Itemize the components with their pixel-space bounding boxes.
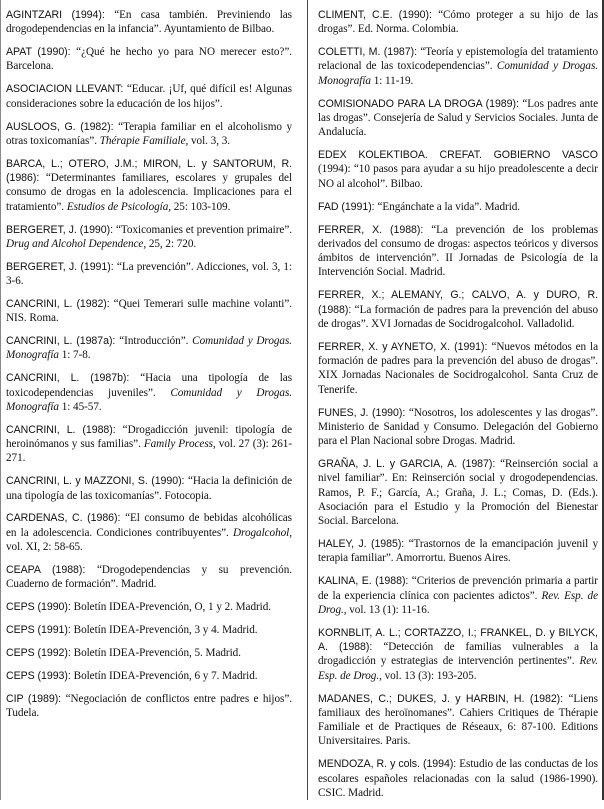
reference-text: “Toxicomanies et prevention primaire”.: [116, 223, 292, 236]
reference-entry: [318, 200, 598, 214]
reference-detail: vol. 13 (1): 11-16.: [346, 603, 430, 616]
reference-source: Comunidad y Drogas. Monografía: [6, 386, 292, 413]
reference-text: (1994): “10 pasos para ayudar a su hijo preadolescente a decir NO al alcohol”. Bilbao.: [318, 163, 598, 190]
reference-author: FERRER, X. y AYNETO, X. (1991):: [318, 340, 492, 353]
reference-text: “Educar. ¡Uf, qué difícil es! Algunas consideraciones sobre la educación de los hijos”.: [6, 83, 292, 110]
reference-text: “Hacia la definición de una tipología de las toxicomanías”. Fotocopia.: [6, 475, 292, 502]
reference-text: “Quei Temerari sulle machine volanti”. NIS. Roma.: [6, 297, 292, 325]
reference-source: Estudios de Psicología,: [66, 200, 172, 213]
reference-text: Boletín IDEA-Prevención, 5. Madrid.: [73, 646, 241, 659]
reference-detail: 1: 11-19.: [370, 74, 414, 87]
reference-text: “Criterios de prevención primaria a partir de la experiencia clínica con pacientes adictos”.: [318, 575, 598, 602]
reference-entry: [6, 646, 292, 660]
reference-entry: [318, 8, 598, 37]
reference-author: COLETTI, M. (1987):: [318, 46, 421, 59]
reference-text: “Teoría y epistemología del tratamiento relacional de las toxicodependencias”.: [318, 46, 598, 73]
reference-author: CARDENAS, C. (1986):: [6, 512, 126, 525]
reference-entry: [318, 457, 598, 528]
right-column: [318, 8, 598, 809]
reference-text: “Nosotros, los adolescentes y las drogas”. Ministerio de Sanidad y Consumo. Delegación del Gobierno para el Plan Nacional sobre Drogas. Madrid.: [318, 406, 599, 448]
reference-text: “La formación de padres para la prevención del abuso de drogas”. XVI Jornadas de Socidrogalcohol. Valladolid.: [318, 303, 598, 330]
reference-entry: [6, 692, 292, 721]
reference-text: “Determinantes familiares, escolares y grupales del consumo de drogas en la adolescencia. Implicaciones para el tratamiento”.: [6, 172, 292, 213]
reference-author: CEAPA (1988):: [6, 563, 97, 576]
reference-author: FERRER, X.; ALEMANY, G.; CALVO, A. y DURO, R. (1988):: [318, 289, 598, 316]
reference-entry: [6, 669, 292, 683]
reference-text: “Liens familiaux des heroïnomanes”. Cahiers Critiques de Thérapie Familiale et de Practiques de Réseaux, 6: 87-100. Editions Universitaires. Paris.: [318, 692, 598, 748]
reference-entry: [318, 97, 598, 140]
reference-source: Rev. Esp. de Drog.,: [318, 589, 598, 616]
reference-text: “Hacia una tipología de las toxicodependencias juveniles”.: [6, 372, 292, 399]
reference-entry: [318, 537, 598, 566]
reference-entry: [6, 82, 292, 111]
reference-source: Drug and Alcohol Dependence,: [6, 237, 147, 250]
reference-text: “La prevención”. Adicciones, vol. 3, 1: 3-6.: [6, 260, 293, 288]
reference-text: “¿Qué he hecho yo para NO merecer esto?”. Barcelona.: [6, 46, 292, 73]
reference-entry: [318, 574, 598, 617]
reference-detail: 25: 103-109.: [171, 200, 231, 213]
reference-entry: [6, 157, 292, 214]
reference-author: BARCA, L.; OTERO, J.M.; MIRON, L. y SANTORUM, R. (1986):: [6, 157, 292, 185]
reference-text: “Introducción”.: [119, 335, 193, 348]
reference-source: Comunidad y Drogas. Monografía: [318, 60, 598, 87]
reference-detail: vol. 13 (3): 193-205.: [381, 669, 477, 682]
reference-text: “Reinserción social a nivel familiar”. En: Reinserción social y drogodependencias. Ramos, P. F.; García, A.; Graña, J. L.; Comas, D. (Eds.). Asociación para el Estudio y la Promoción del Bienestar Social. Barcelona.: [318, 458, 598, 528]
reference-source: Family Process,: [143, 438, 216, 451]
reference-author: KORNBLIT, A. L.; CORTAZZO, I.; FRANKEL, D. y BILYCK, A. (1988):: [318, 626, 598, 654]
reference-text: Boletín IDEA-Prevención, 3 y 4. Madrid.: [73, 624, 258, 636]
reference-detail: 25, 2: 720.: [146, 237, 197, 250]
reference-text: Boletín IDEA-Prevención, O, 1 y 2. Madrid.: [73, 601, 272, 614]
reference-author: EDEX KOLEKTIBOA. CREFAT. GOBIERNO VASCO: [318, 149, 598, 162]
reference-entry: [318, 45, 598, 88]
reference-text: “Negociación de conflictos entre padres e hijos”. Tudela.: [6, 692, 292, 719]
reference-source: Rev. Esp. de Drog.,: [318, 655, 598, 682]
reference-text: “Drogadicción juvenil: tipología de heroinómanos y sus familias”.: [6, 423, 292, 451]
reference-entry: [6, 260, 292, 289]
reference-entry: [6, 623, 292, 637]
reference-text: Estudio de las conductas de los escolares españoles relacionadas con la salud (1986-1990). CSIC. Madrid.: [318, 758, 598, 799]
reference-detail: vol. 3, 3.: [188, 134, 230, 147]
reference-source: Comunidad y Drogas. Monografía: [6, 335, 292, 362]
reference-author: CANCRINI, L. (1987a):: [6, 335, 120, 348]
reference-text: “Nuevos métodos en la formación de padres para la prevención del abuso de drogas”. XIX Jornadas Nacionales de Socidrogalcohol. Santa Cruz de Tenerife.: [318, 340, 598, 396]
reference-detail: 1: 45-57.: [58, 400, 102, 413]
reference-author: CANCRINI, L. (1988):: [6, 423, 123, 436]
reference-author: MENDOZA, R. y cols. (1994):: [318, 758, 460, 771]
reference-entry: [6, 511, 292, 554]
reference-text: “La prevención de los problemas derivados del consumo de drogas: aspectos teóricos y diversos ámbitos de intervención”. II Jornadas de Psicología de la Intervención Social. Madrid.: [318, 223, 598, 279]
reference-author: CEPS (1991):: [6, 624, 74, 636]
reference-author: CANCRINI, L. y MAZZONI, S. (1990):: [6, 475, 188, 488]
reference-text: “El consumo de bebidas alcohólicas en la adolescencia. Condiciones contribuyentes”.: [6, 512, 292, 539]
reference-author: CLIMENT, C.E. (1990):: [318, 9, 439, 21]
reference-author: FUNES, J. (1990):: [318, 406, 409, 419]
reference-author: CANCRINI, L. (1987b):: [6, 372, 141, 385]
reference-entry: [6, 45, 292, 74]
reference-author: MADANES, C.; DUKES, J. y HARBIN, H. (1982):: [318, 692, 569, 705]
reference-entry: [6, 334, 292, 363]
reference-entry: [318, 288, 598, 331]
reference-author: FERRER, X. (1988):: [318, 223, 432, 236]
reference-text: “En casa también. Previniendo las drogodependencias en la infancia”. Ayuntamiento de Bilbao.: [6, 9, 292, 36]
reference-author: GRAÑA, J. L. y GARCIA, A. (1987):: [318, 458, 501, 471]
reference-author: APAT (1990):: [6, 46, 77, 59]
reference-author: CEPS (1992):: [6, 646, 74, 659]
reference-entry: [6, 371, 292, 414]
reference-author: ASOCIACION LLEVANT:: [6, 83, 127, 96]
reference-author: COMISIONADO PARA LA DROGA (1989):: [318, 97, 523, 110]
reference-entry: [6, 563, 292, 592]
reference-entry: [318, 406, 598, 449]
reference-author: HALEY, J. (1985):: [318, 538, 409, 551]
reference-author: CEPS (1993):: [6, 669, 74, 682]
left-column: [6, 8, 292, 729]
reference-entry: [6, 474, 292, 503]
reference-entry: [318, 340, 598, 397]
reference-entry: [318, 148, 598, 191]
reference-entry: [318, 757, 598, 800]
reference-entry: [318, 626, 598, 683]
reference-detail: 1: 7-8.: [58, 349, 91, 362]
reference-entry: [6, 600, 292, 614]
reference-source: Thérapie Familiale,: [99, 134, 189, 147]
reference-entry: [6, 423, 292, 466]
reference-entry: [6, 297, 292, 326]
reference-text: “Detección de familias vulnerables a la drogadicción y estrategias de intervención pertinentes”.: [318, 641, 598, 668]
reference-text: “Drogodependencias y su prevención. Cuaderno de formación”. Madrid.: [6, 563, 292, 591]
reference-detail: vol. XI, 2: 58-65.: [6, 541, 83, 554]
reference-entry: [6, 223, 292, 252]
reference-author: AGINTZARI (1994):: [6, 9, 115, 21]
reference-author: BERGERET, J. (1990):: [6, 223, 116, 236]
reference-entry: [318, 223, 598, 280]
reference-author: CIP (1989):: [6, 692, 66, 705]
reference-author: FAD (1991):: [318, 200, 378, 213]
reference-author: KALINA, E. (1988):: [318, 575, 412, 588]
reference-author: CANCRINI, L. (1982):: [6, 297, 114, 310]
reference-text: “Cómo proteger a su hijo de las drogas”. Ed. Norma. Colombia.: [318, 9, 599, 36]
reference-entry: [6, 120, 292, 149]
reference-author: CEPS (1990):: [6, 601, 74, 614]
column-divider: [307, 0, 308, 800]
reference-author: BERGERET, J. (1991):: [6, 260, 117, 273]
reference-text: “Terapia familiar en el alcoholismo y otras toxicomanías”.: [6, 120, 292, 147]
reference-text: “Trastornos de la emancipación juvenil y terapia familiar”. Amorrortu. Buenos Aires.: [318, 538, 599, 565]
reference-entry: [6, 8, 292, 37]
page-edge-left: [0, 0, 1, 800]
reference-text: “Los padres ante las drogas”. Consejería de Salud y Servicios Sociales. Junta de Andalucía.: [318, 97, 598, 139]
reference-source: Drogalcohol,: [233, 526, 292, 539]
reference-entry: [318, 692, 598, 749]
reference-text: “Engánchate a la vida”. Madrid.: [377, 200, 521, 213]
reference-author: AUSLOOS, G. (1982):: [6, 120, 119, 133]
reference-detail: vol. 27 (3): 261-271.: [6, 438, 292, 465]
reference-text: Boletín IDEA-Prevención, 6 y 7. Madrid.: [73, 669, 258, 682]
